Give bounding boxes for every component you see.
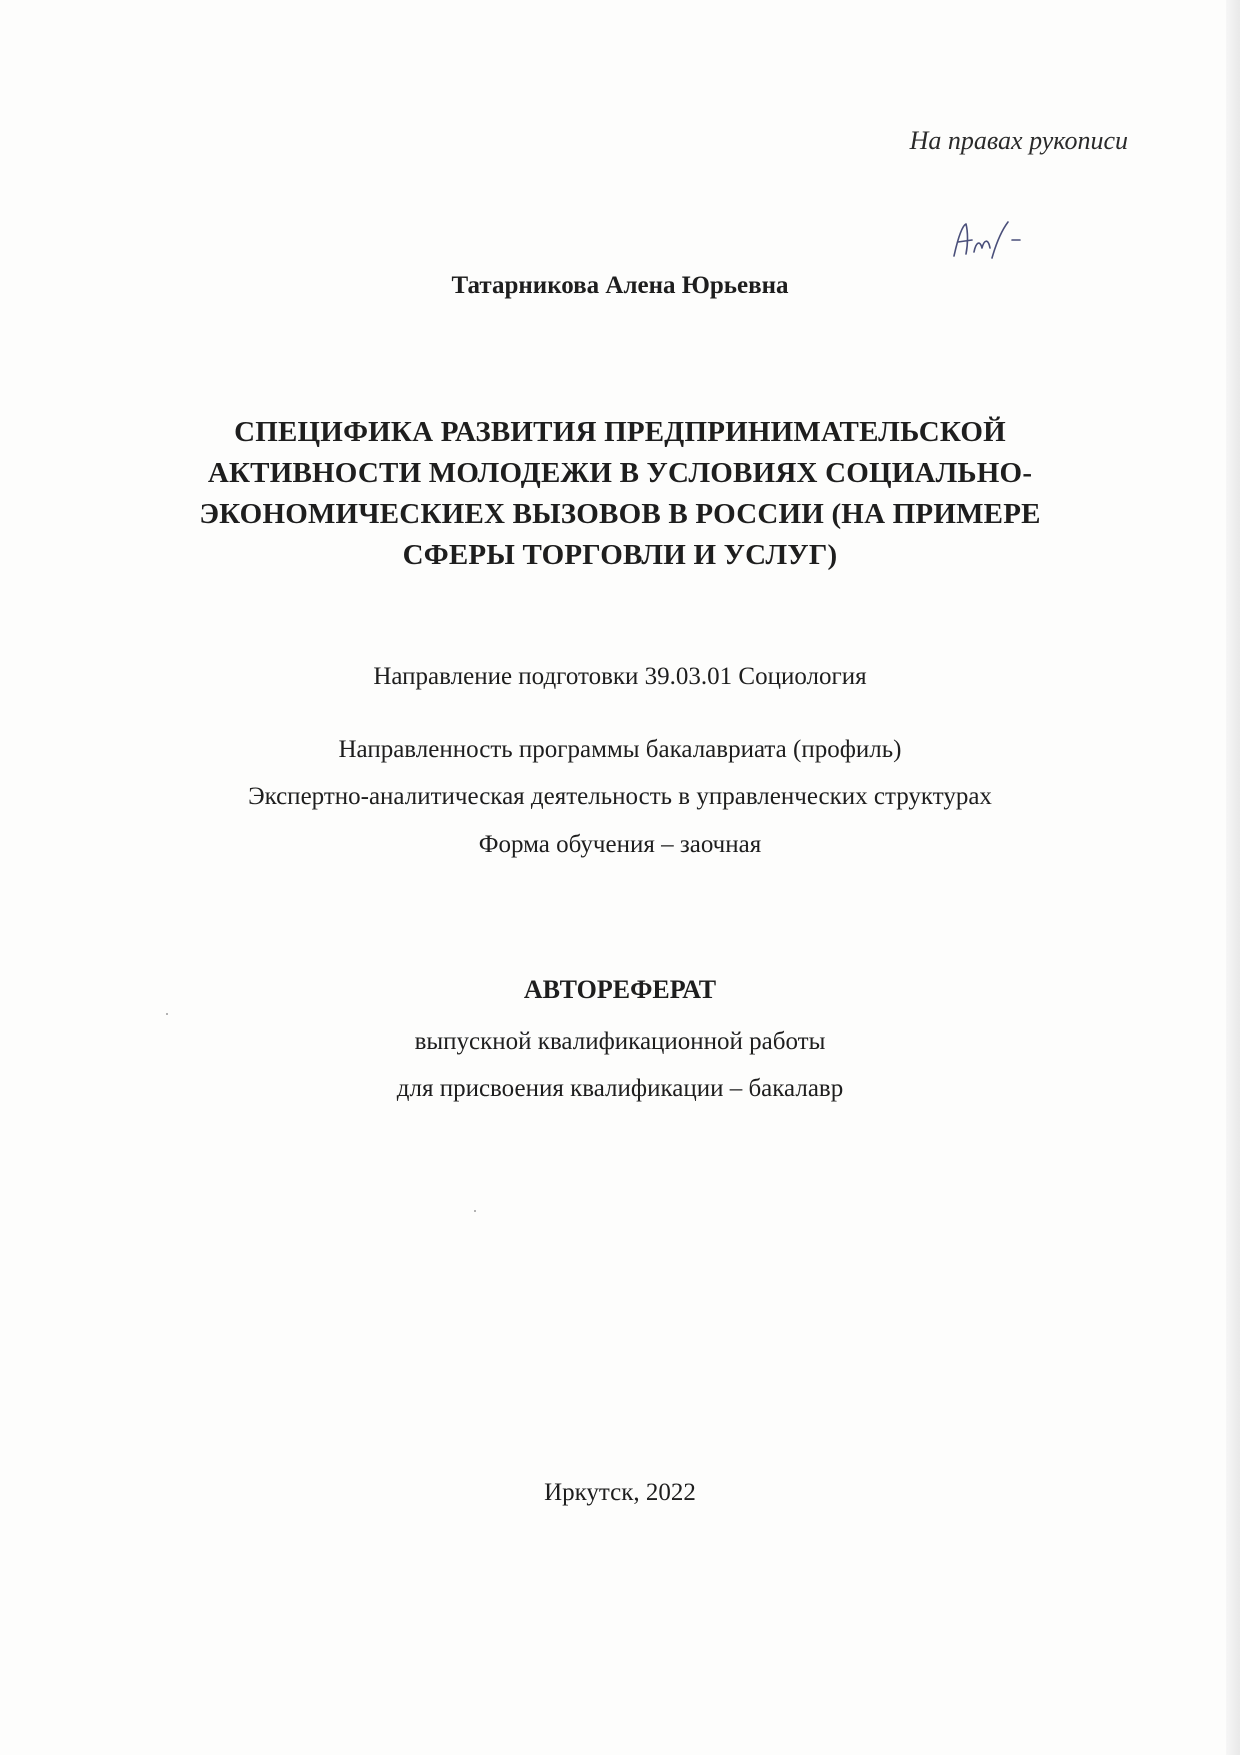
handwritten-signature [946, 218, 1026, 268]
title-line: АКТИВНОСТИ МОЛОДЕЖИ В УСЛОВИЯХ СОЦИАЛЬНО- [207, 457, 1033, 489]
training-direction: Направление подготовки 39.03.01 Социология [373, 663, 867, 690]
title-line: СПЕЦИФИКА РАЗВИТИЯ ПРЕДПРИНИМАТЕЛЬСКОЙ [234, 416, 1006, 448]
document-subtitle: выпускной квалификационной работы [414, 1028, 826, 1055]
thesis-title [150, 412, 1090, 576]
author-name: Татарникова Алена Юрьевна [451, 272, 789, 299]
city-year: Иркутск, 2022 [544, 1479, 696, 1506]
document-type: АВТОРЕФЕРАТ [523, 975, 717, 1004]
scan-speck [166, 1013, 168, 1015]
scan-speck [474, 1210, 476, 1212]
profile-label: Направленность программы бакалавриата (профиль) [338, 736, 902, 763]
title-line: СФЕРЫ ТОРГОВЛИ И УСЛУГ) [402, 539, 838, 571]
rights-note: На правах рукописи [909, 126, 1128, 155]
qualification-line: для присвоения квалификации – бакалавр [396, 1075, 844, 1102]
scan-edge [1226, 0, 1240, 1755]
study-form: Форма обучения – заочная [478, 831, 762, 858]
title-line: ЭКОНОМИЧЕСКИЕХ ВЫЗОВОВ В РОССИИ (НА ПРИМЕРЕ [199, 498, 1041, 530]
profile-name: Экспертно-аналитическая деятельность в управленческих структурах [248, 783, 992, 810]
